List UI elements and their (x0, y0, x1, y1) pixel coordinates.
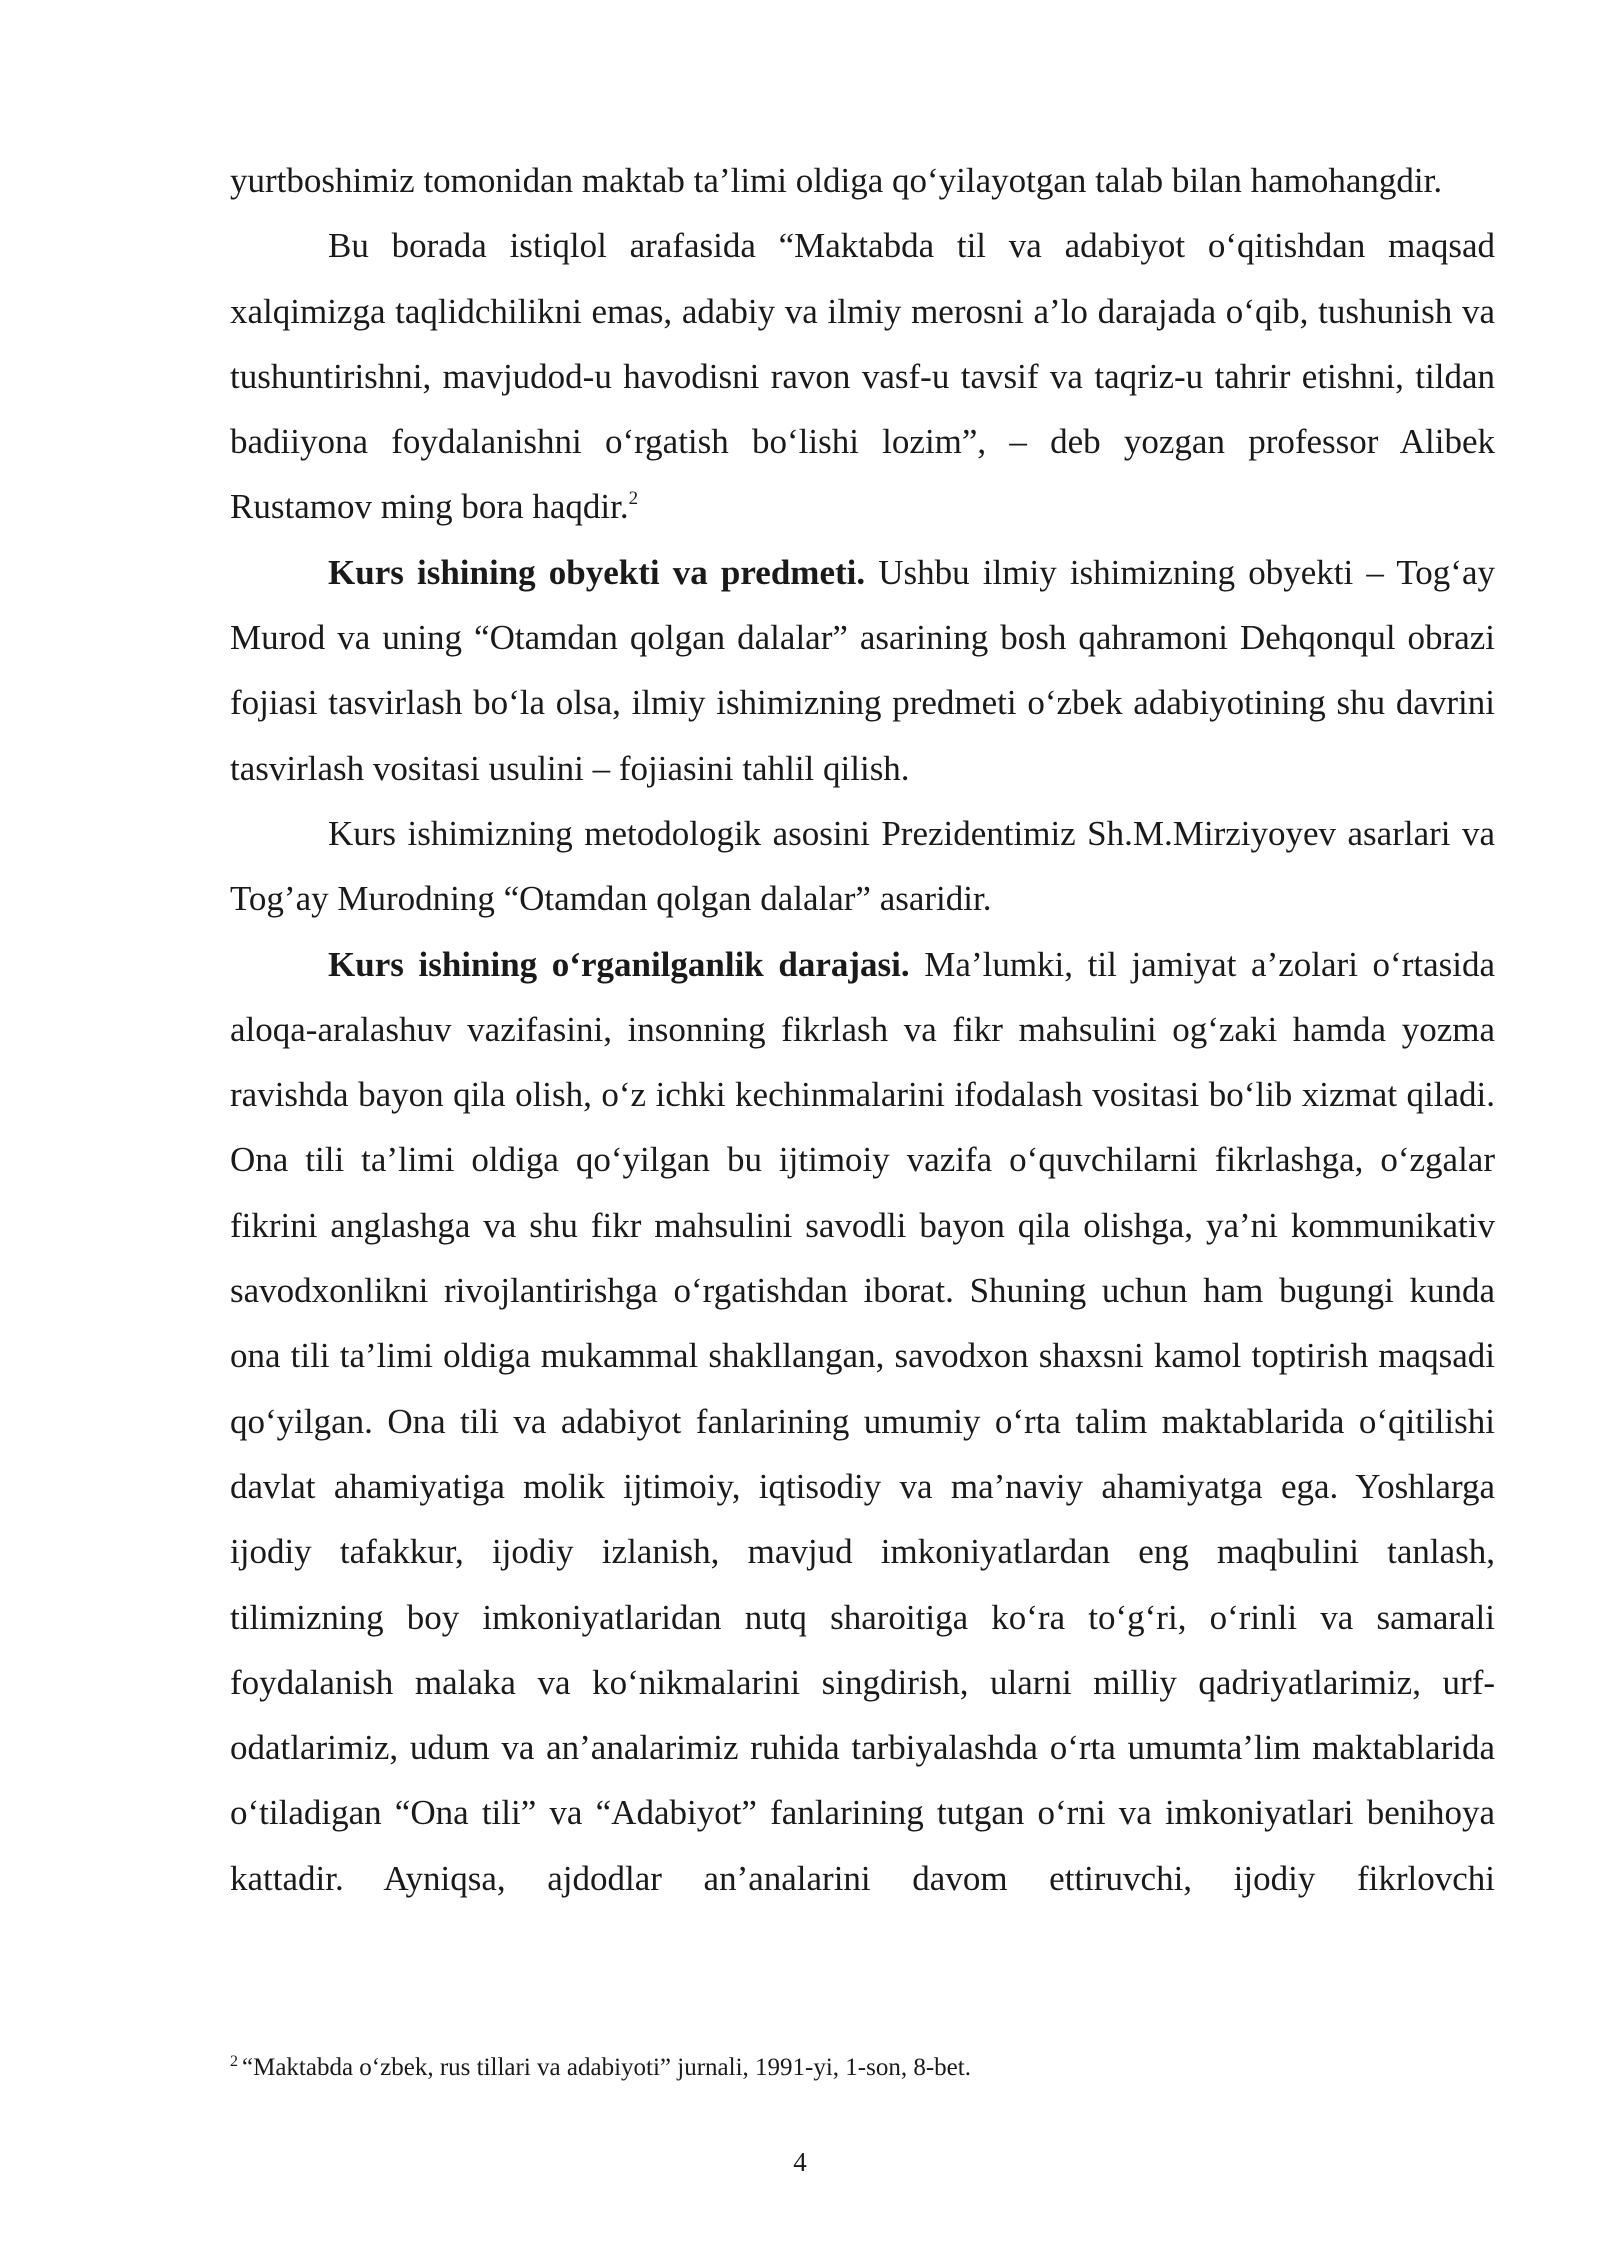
footnote (230, 2052, 1495, 2084)
paragraph-methodology (230, 801, 1495, 932)
footnote-reference[interactable]: 2 (628, 488, 639, 510)
paragraph-text: Ma’lumki, til jamiyat a’zolari o‘rtasida aloqa-aralashuv vazifasini, insonning fikrlash va fikr mahsulini og‘zaki hamda yozma ravishda bayon qila olish, o‘z ichki kechinmalarini ifodalash vositasi bo‘lib xizmat qiladi. Ona tili ta’limi oldiga qo‘yilgan bu ijtimoiy vazifa o‘quvchilarni fikrlashga, o‘zgalar fikrini anglashga va shu fikr mahsulini savodli bayon qila olishga, ya’ni kommunikativ savodxonlikni rivojlantirishga o‘rgatishdan iborat. Shuning uchun ham bugungi kunda ona tili ta’limi oldiga mukammal shakllangan, savodxon shaxsni kamol toptirish maqsadi qo‘yilgan. Ona tili va adabiyot fanlarining umumiy o‘rta talim maktablarida o‘qitilishi davlat ahamiyatiga molik ijtimoiy, iqtisodiy va ma’naviy ahamiyatga ega. Yoshlarga ijodiy tafakkur, ijodiy izlanish, mavjud imkoniyatlardan eng maqbulini tanlash, tilimizning boy imkoniyatlaridan nutq sharoitiga ko‘ra to‘g‘ri, o‘rinli va samarali foydalanish malaka va ko‘nikmalarini singdirish, ularni milliy qadriyatlarimiz, urf-odatlarimiz, udum va an’analarimiz ruhida tarbiyalashda o‘rta umumta’lim maktablarida o‘tiladigan “Ona tili” va “Adabiyot” fanlarining tutgan o‘rni va imkoniyatlari benihoya kattadir. Ayniqsa, ajdodlar an’analarini davom ettiruvchi, ijodiy fikrlovchi (230, 944, 1495, 1898)
paragraph-object-subject (230, 540, 1495, 801)
paragraph-study-degree (230, 932, 1495, 1911)
document-body (230, 148, 1495, 1911)
footnote-text: “Maktabda o‘zbek, rus tillari va adabiyoti” jurnali, 1991-yi, 1-son, 8-bet. (242, 2054, 971, 2081)
section-heading: Kurs ishining obyekti va predmeti. (328, 552, 866, 592)
paragraph-text: yurtboshimiz tomonidan maktab ta’limi oldiga qo‘yilayotgan talab bilan hamohangdir. (230, 161, 1443, 200)
section-heading: Kurs ishining o‘rganilganlik darajasi. (328, 944, 910, 984)
footnote-number: 2 (230, 2053, 238, 2070)
paragraph-rustamov-quote (230, 213, 1495, 539)
paragraph-text: Ushbu ilmiy ishimizning obyekti – Tog‘ay Murod va uning “Otamdan qolgan dalalar” asarining bosh qahramoni Dehqonqul obrazi fojiasi tasvirlash bo‘la olsa, ilmiy ishimizning predmeti o‘zbek adabiyotining shu davrini tasvirlash vositasi usulini – fojiasini tahlil qilish. (230, 552, 1495, 788)
paragraph-text: Kurs ishimizning metodologik asosini Prezidentimiz Sh.M.Mirziyoyev asarlari va Tog’ay Murodning “Otamdan qolgan dalalar” asaridir. (230, 813, 1495, 919)
paragraph-text: Bu borada istiqlol arafasida “Maktabda til va adabiyot o‘qitishdan maqsad xalqimizga taqlidchilikni emas, adabiy va ilmiy merosni a’lo darajada o‘qib, tushunish va tushuntirishni, mavjudod-u havodisni ravon vasf-u tavsif va taqriz-u tahrir etishni, tildan badiiyona foydalanishni o‘rgatish bo‘lishi lozim”, – deb yozgan professor Alibek Rustamov ming bora haqdir. (230, 226, 1495, 527)
page-number: 4 (793, 2147, 807, 2177)
paragraph-continuation (230, 148, 1495, 213)
